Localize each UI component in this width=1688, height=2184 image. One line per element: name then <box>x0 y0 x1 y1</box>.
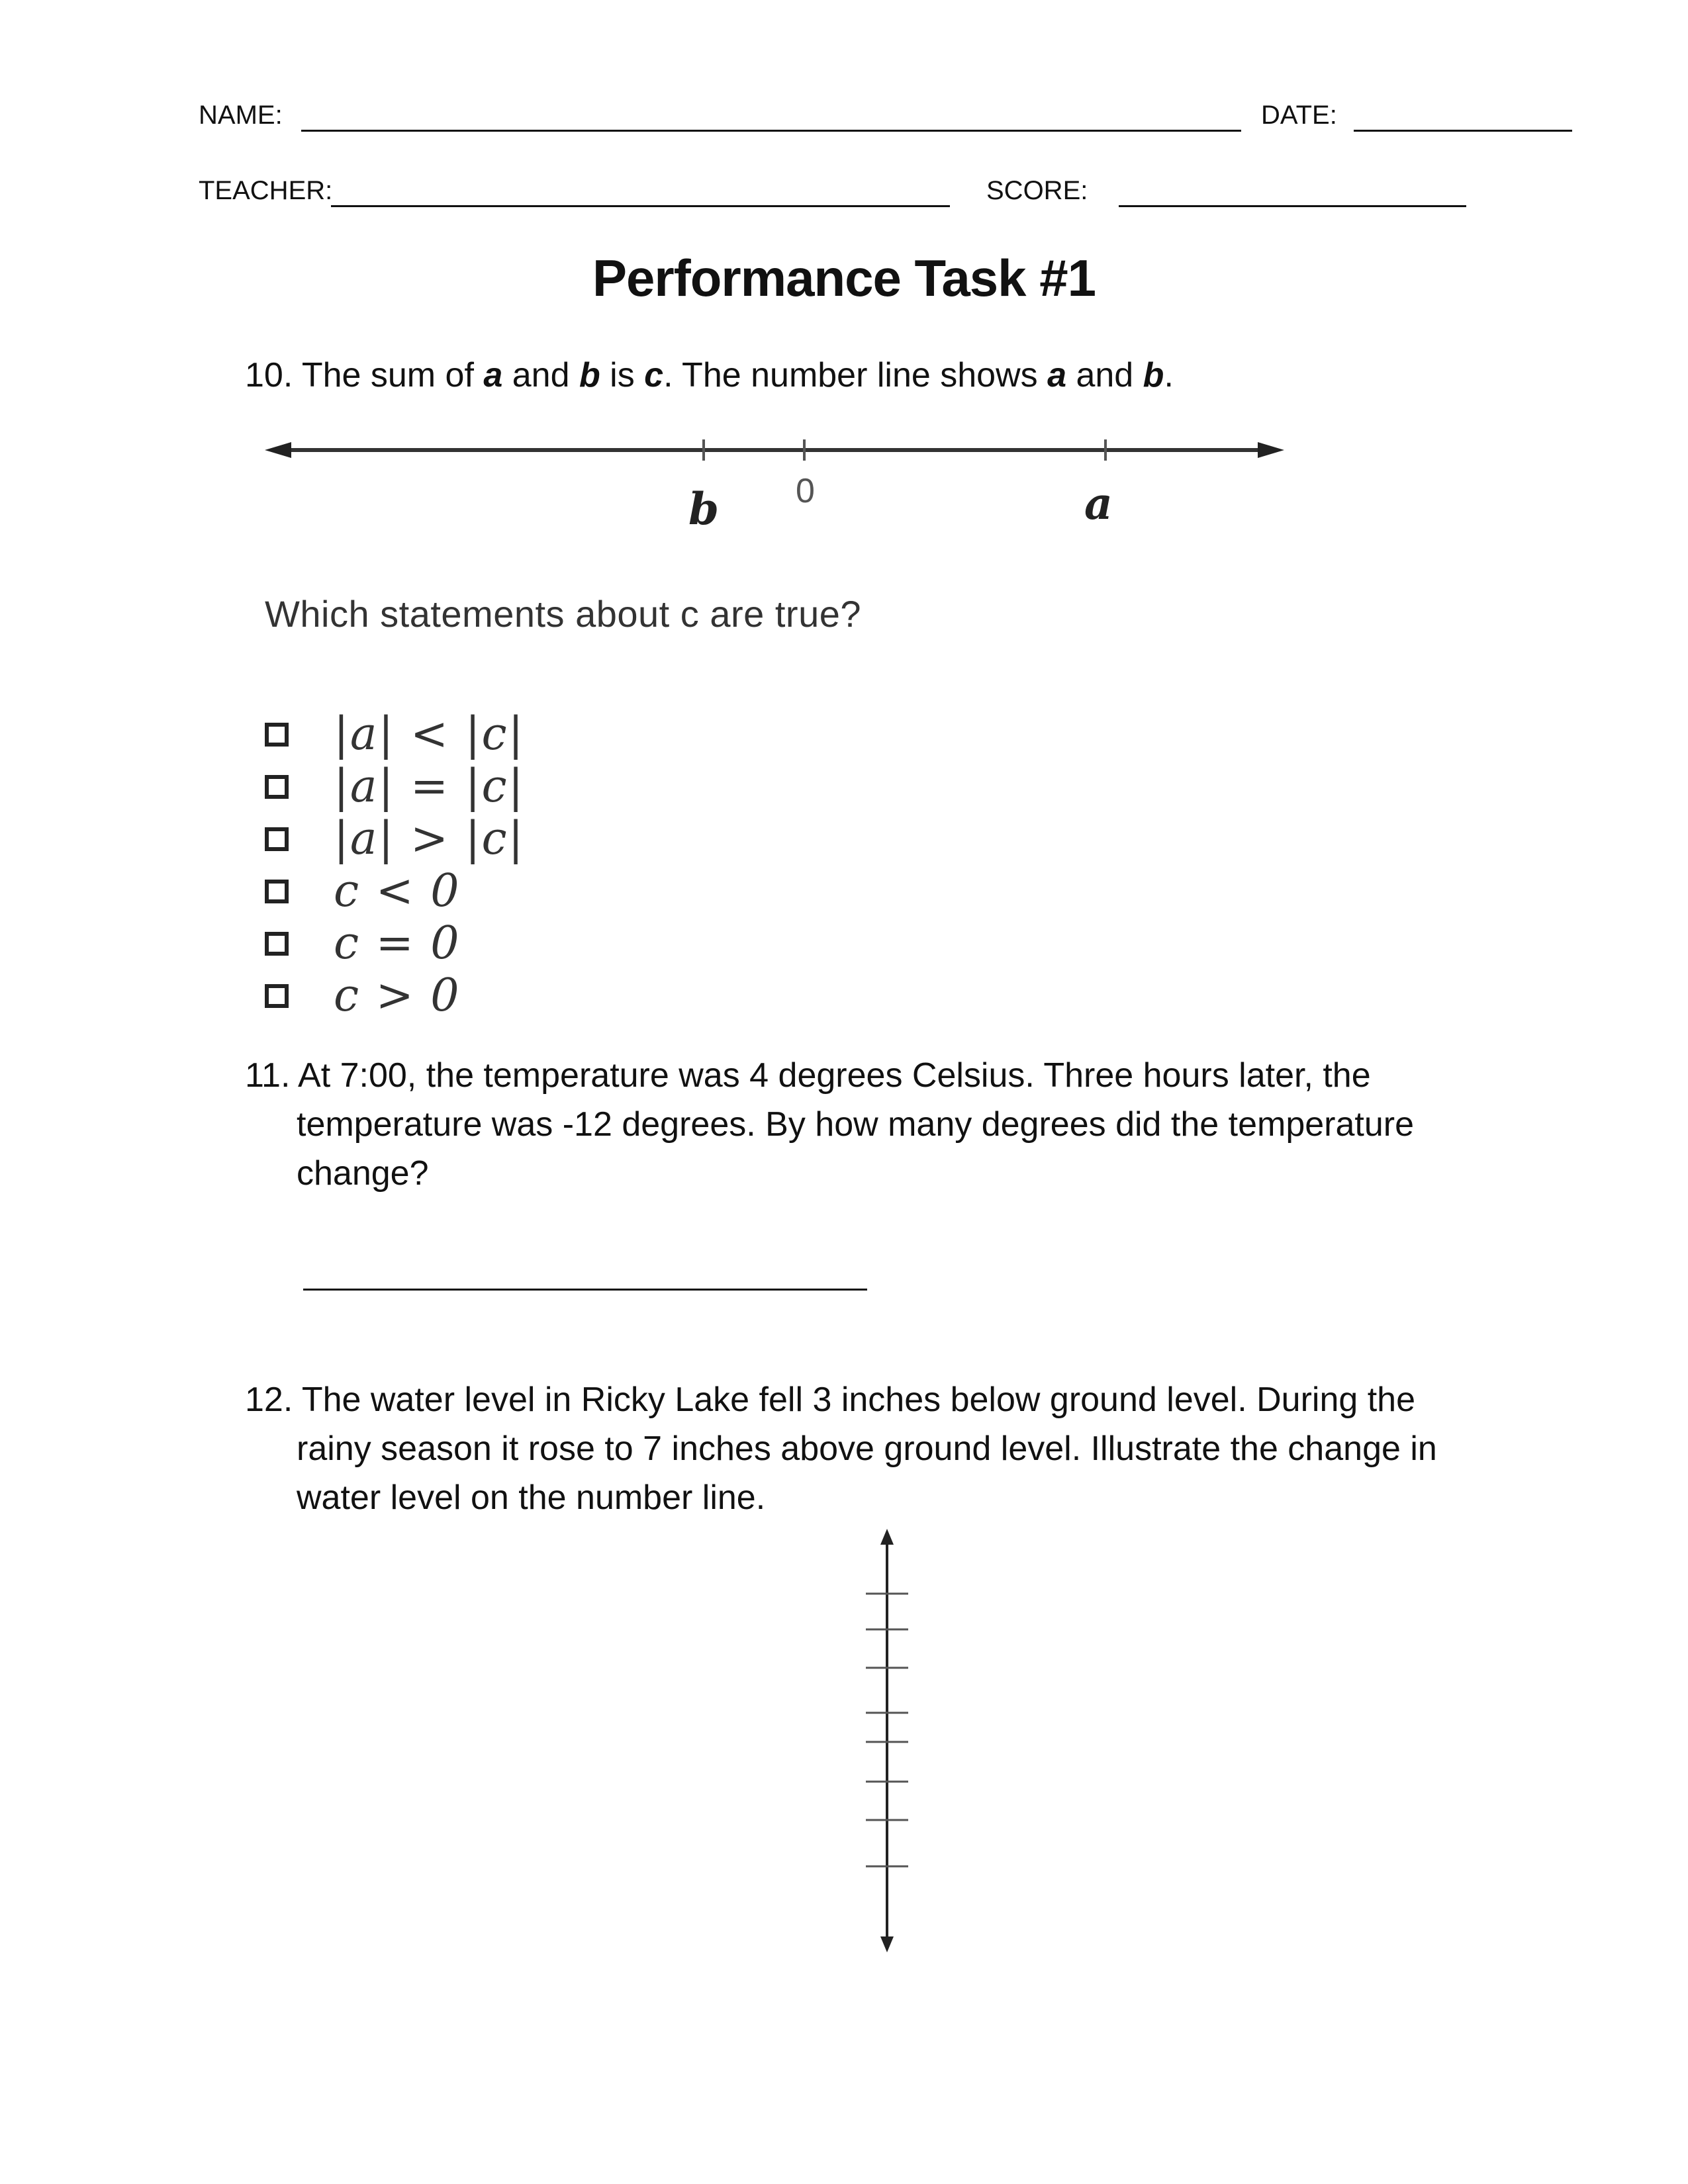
checkbox[interactable] <box>265 880 289 903</box>
q10-prompt: Which statements about c are true? <box>265 593 861 635</box>
q10-var-b-2: b <box>1143 356 1164 394</box>
right-arrow-icon <box>1258 442 1284 458</box>
choice-label: |a| < |c| <box>334 708 525 760</box>
question-10-text-1: The sum of <box>301 356 484 394</box>
teacher-field-line[interactable] <box>331 205 950 207</box>
choice-abs-a-eq-abs-c[interactable] <box>265 760 524 813</box>
question-11 <box>245 1051 1489 1198</box>
question-12 <box>245 1375 1489 1522</box>
checkbox[interactable] <box>265 827 289 851</box>
choice-label: c > 0 <box>334 970 461 1022</box>
up-arrow-icon <box>880 1529 894 1545</box>
question-11-line-1: At 7:00, the temperature was 4 degrees Celsius. Three hours later, the <box>298 1056 1371 1095</box>
choice-label: |a| > |c| <box>334 813 525 865</box>
checkbox[interactable] <box>265 932 289 956</box>
teacher-label: TEACHER: <box>199 176 333 205</box>
left-arrow-icon <box>265 442 291 458</box>
q10-var-a: a <box>483 356 503 394</box>
score-field-line[interactable] <box>1119 205 1466 207</box>
q10-var-b: b <box>579 356 600 394</box>
question-10-number: 10. <box>245 356 293 394</box>
number-line-label-zero: 0 <box>796 472 815 510</box>
number-line-label-b: b <box>688 483 720 535</box>
horizontal-number-line <box>265 430 1284 470</box>
q10-choices <box>265 708 524 1022</box>
question-11-number: 11. <box>245 1056 291 1095</box>
choice-label: |a| = |c| <box>334 760 525 813</box>
choice-c-lt-0[interactable] <box>265 865 524 917</box>
number-line-label-a: a <box>1084 478 1113 529</box>
question-10-text-2: and <box>502 356 579 394</box>
score-label: SCORE: <box>986 176 1088 205</box>
q11-answer-line[interactable] <box>303 1289 867 1291</box>
down-arrow-icon <box>880 1936 894 1952</box>
question-10-text-4: . The number line shows <box>663 356 1048 394</box>
question-11-line-2: temperature was -12 degrees. By how many degrees did the temperature <box>297 1105 1415 1144</box>
date-field-line[interactable] <box>1354 130 1572 132</box>
name-label: NAME: <box>199 101 283 130</box>
date-label: DATE: <box>1261 101 1337 130</box>
choice-c-eq-0[interactable] <box>265 917 524 970</box>
name-field-line[interactable] <box>301 130 1241 132</box>
question-10-text-5: and <box>1066 356 1143 394</box>
choice-label: c = 0 <box>334 917 461 970</box>
page-title: Performance Task #1 <box>592 249 1096 307</box>
question-10-text-3: is <box>600 356 645 394</box>
question-12-line-1: The water level in Ricky Lake fell 3 inches below ground level. During the <box>301 1381 1416 1419</box>
choice-c-gt-0[interactable] <box>265 970 524 1022</box>
checkbox[interactable] <box>265 984 289 1008</box>
question-10 <box>245 351 1174 400</box>
q10-var-a-2: a <box>1047 356 1067 394</box>
choice-abs-a-gt-abs-c[interactable] <box>265 813 524 865</box>
checkbox[interactable] <box>265 775 289 799</box>
choice-abs-a-lt-abs-c[interactable] <box>265 708 524 760</box>
q10-var-c: c <box>644 356 664 394</box>
checkbox[interactable] <box>265 723 289 747</box>
question-12-line-2: rainy season it rose to 7 inches above ground level. Illustrate the change in <box>297 1430 1437 1468</box>
question-10-text-6: . <box>1164 356 1174 394</box>
question-12-number: 12. <box>245 1381 293 1419</box>
question-12-line-3: water level on the number line. <box>297 1479 766 1517</box>
choice-label: c < 0 <box>334 865 461 917</box>
question-11-line-3: change? <box>297 1154 429 1193</box>
vertical-number-line[interactable] <box>861 1529 914 1952</box>
